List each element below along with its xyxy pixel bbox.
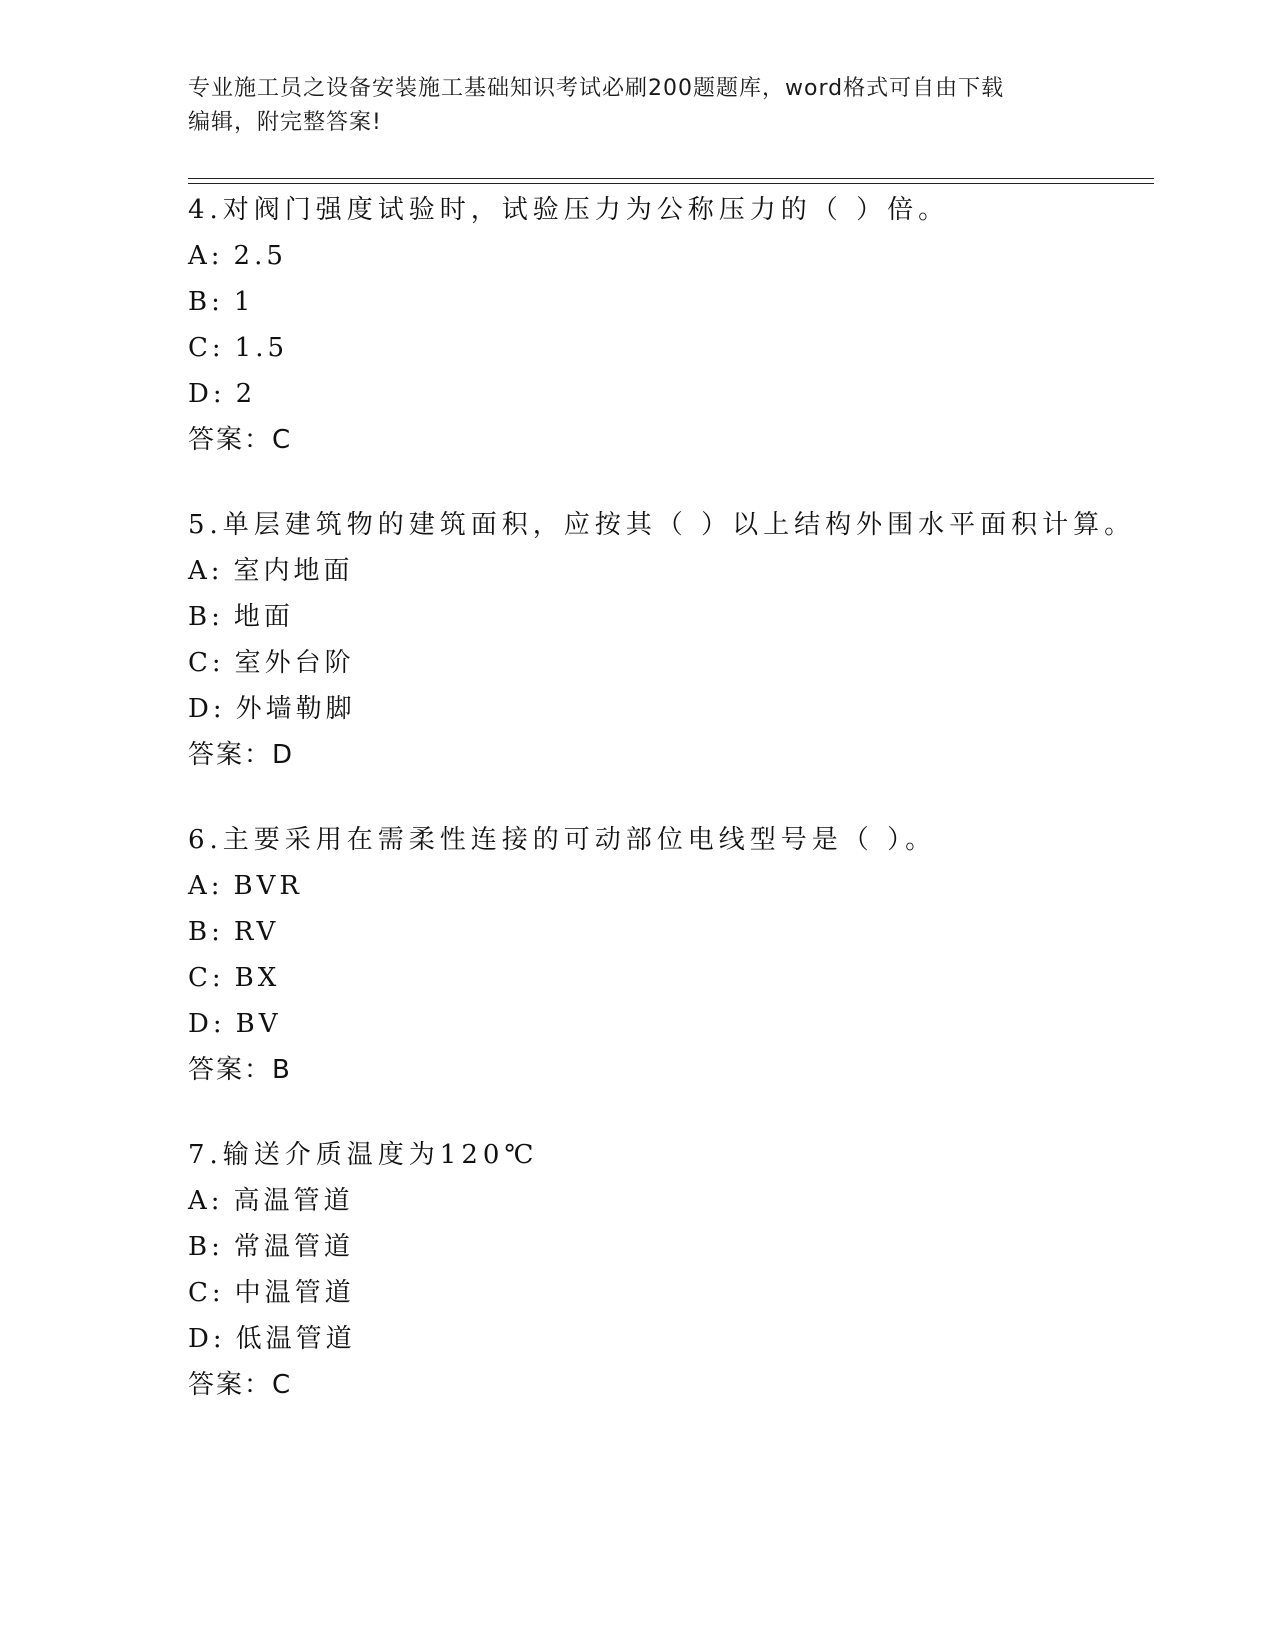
- option-a: [188, 1178, 1168, 1224]
- option-key: C:: [188, 1278, 225, 1308]
- header-divider-top: [188, 178, 1154, 179]
- option-value: 1.5: [234, 333, 289, 363]
- option-b: [188, 909, 1168, 955]
- option-b: [188, 1224, 1168, 1270]
- option-d: [188, 371, 1168, 417]
- option-key: D:: [188, 1324, 226, 1354]
- option-c: [188, 640, 1168, 686]
- option-value: 2.5: [233, 241, 287, 271]
- answer-line: 答案：C: [188, 1370, 293, 1400]
- option-c: [188, 955, 1168, 1001]
- option-value: 室外台阶: [234, 648, 355, 678]
- option-key: B:: [188, 1232, 224, 1262]
- option-b: [188, 594, 1168, 640]
- document-header: [188, 72, 1088, 140]
- answer-line: 答案：B: [188, 1055, 292, 1085]
- option-key: C:: [188, 648, 225, 678]
- option-key: A:: [188, 871, 224, 901]
- option-a: [188, 548, 1168, 594]
- header-divider-bottom: [188, 183, 1154, 184]
- option-value: 低温管道: [235, 1324, 356, 1354]
- option-key: A:: [188, 1186, 224, 1216]
- option-value: 地面: [233, 602, 294, 632]
- option-key: A:: [188, 241, 224, 271]
- option-key: C:: [188, 333, 225, 363]
- option-key: C:: [188, 963, 225, 993]
- option-a: [188, 863, 1168, 909]
- question-title: 7.输送介质温度为120℃: [188, 1140, 539, 1170]
- option-value: 中温管道: [234, 1278, 355, 1308]
- option-value: 外墙勒脚: [235, 694, 356, 724]
- question-title: 6.主要采用在需柔性连接的可动部位电线型号是（ ）。: [188, 825, 937, 855]
- option-value: RV: [233, 917, 280, 947]
- header-line-1: 专业施工员之设备安装施工基础知识考试必刷200题题库，word格式可自由下载: [188, 76, 1005, 101]
- option-c: [188, 1270, 1168, 1316]
- option-d: [188, 1001, 1168, 1047]
- option-key: A:: [188, 556, 224, 586]
- option-d: [188, 686, 1168, 732]
- option-key: B:: [188, 602, 224, 632]
- option-value: 高温管道: [233, 1186, 354, 1216]
- question-block: [188, 187, 1168, 463]
- question-block: [188, 1132, 1168, 1408]
- option-value: BVR: [233, 871, 304, 901]
- option-b: [188, 279, 1168, 325]
- option-key: D:: [188, 1009, 226, 1039]
- answer-line: 答案：C: [188, 425, 293, 455]
- option-value: BX: [234, 963, 281, 993]
- question-block: [188, 817, 1168, 1093]
- option-key: B:: [188, 287, 224, 317]
- question-block: [188, 502, 1168, 778]
- option-c: [188, 325, 1168, 371]
- answer-line: 答案：D: [188, 740, 295, 770]
- option-value: BV: [235, 1009, 282, 1039]
- question-title: 4.对阀门强度试验时，试验压力为公称压力的（ ）倍。: [188, 195, 950, 225]
- option-key: D:: [188, 694, 226, 724]
- header-line-2: 编辑，附完整答案!: [188, 110, 382, 135]
- question-title: 5.单层建筑物的建筑面积，应按其（ ）以上结构外围水平面积计算。: [188, 510, 1136, 540]
- option-key: D:: [188, 379, 226, 409]
- option-value: 常温管道: [233, 1232, 354, 1262]
- option-value: 2: [235, 379, 257, 409]
- option-value: 室内地面: [233, 556, 354, 586]
- option-key: B:: [188, 917, 224, 947]
- option-value: 1: [233, 287, 255, 317]
- option-a: [188, 233, 1168, 279]
- option-d: [188, 1316, 1168, 1362]
